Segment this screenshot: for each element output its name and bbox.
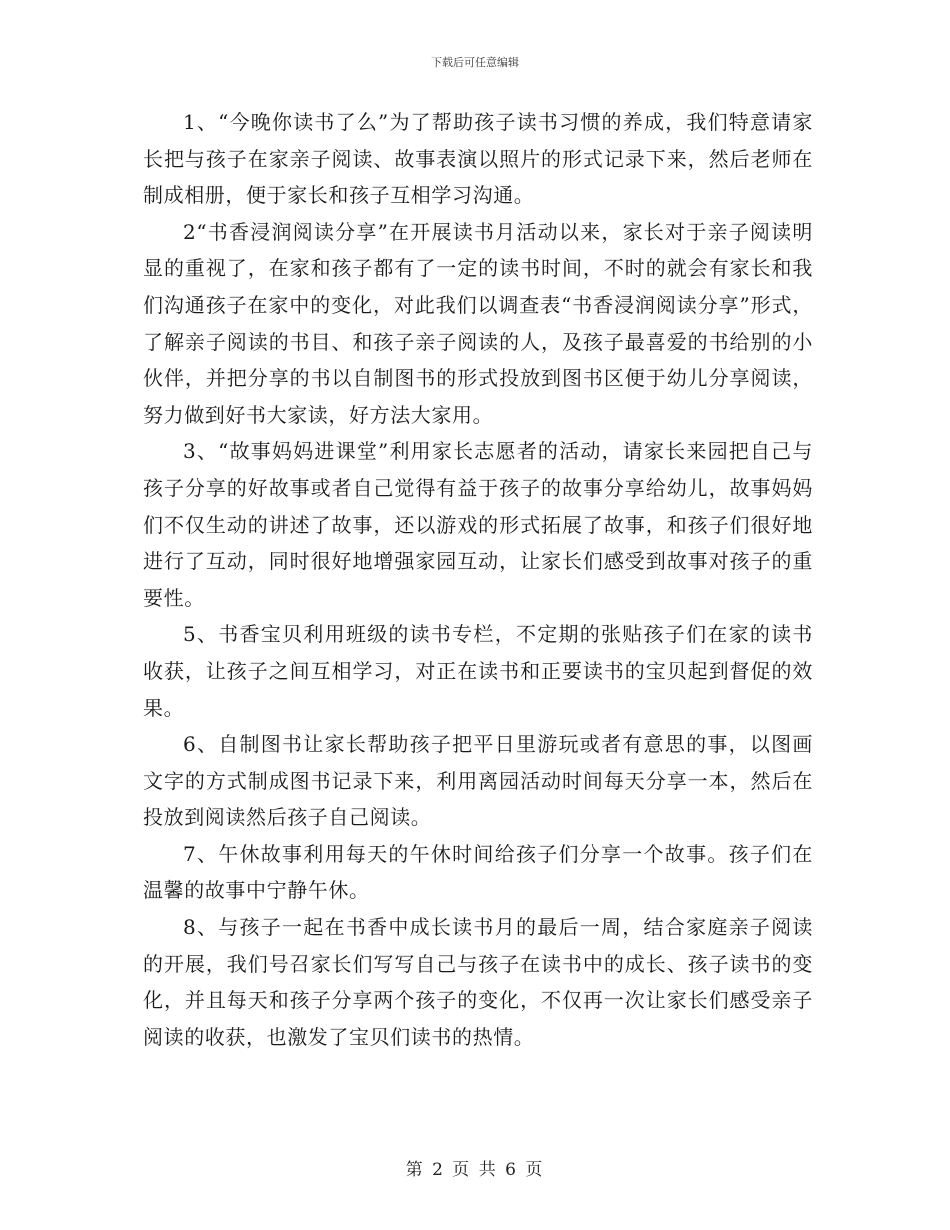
- page-header-note: 下载后可任意编辑: [431, 56, 519, 69]
- paragraph-3: 3、“故事妈妈进课堂”利用家长志愿者的活动，请家长来园把自己与孩子分享的好故事或者自己觉得有益于孩子的故事分享给幼儿，故事妈妈们不仅生动的讲述了故事，还以游戏的形式拓展了故事，和孩子们很好地进行了互动，同时很好地增强家园互动，让家长们感受到故事对孩子的重要性。: [143, 439, 813, 610]
- paragraph-2: 2“书香浸润阅读分享”在开展读书月活动以来，家长对于亲子阅读明显的重视了，在家和孩子都有了一定的读书时间，不时的就会有家长和我们沟通孩子在家中的变化，对此我们以调查表“书香浸润阅读分享”形式，了解亲子阅读的书目、和孩子亲子阅读的人，及孩子最喜爱的书给别的小伙伴，并把分享的书以自制图书的形式投放到图书区便于幼儿分享阅读，努力做到好书大家读，好方法大家用。: [143, 219, 813, 427]
- document-body: [143, 104, 813, 1055]
- paragraph-1: 1、“今晚你读书了么”为了帮助孩子读书习惯的养成，我们特意请家长把与孩子在家亲子阅读、故事表演以照片的形式记录下来，然后老师在制成相册，便于家长和孩子互相学习沟通。: [143, 110, 813, 208]
- paragraph-6: 6、自制图书让家长帮助孩子把平日里游玩或者有意思的事，以图画文字的方式制成图书记录下来，利用离园活动时间每天分享一本，然后在投放到阅读然后孩子自己阅读。: [143, 732, 813, 830]
- paragraph-5: 5、书香宝贝利用班级的读书专栏，不定期的张贴孩子们在家的读书收获，让孩子之间互相学习，对正在读书和正要读书的宝贝起到督促的效果。: [143, 622, 813, 720]
- page-number: 第 2 页 共 6 页: [405, 1160, 545, 1180]
- paragraph-7: 7、午休故事利用每天的午休时间给孩子们分享一个故事。孩子们在温馨的故事中宁静午休。: [143, 841, 813, 903]
- paragraph-8: 8、与孩子一起在书香中成长读书月的最后一周，结合家庭亲子阅读的开展，我们号召家长们写写自己与孩子在读书中的成长、孩子读书的变化，并且每天和孩子分享两个孩子的变化，不仅再一次让家长们感受亲子阅读的收获，也激发了宝贝们读书的热情。: [143, 915, 813, 1049]
